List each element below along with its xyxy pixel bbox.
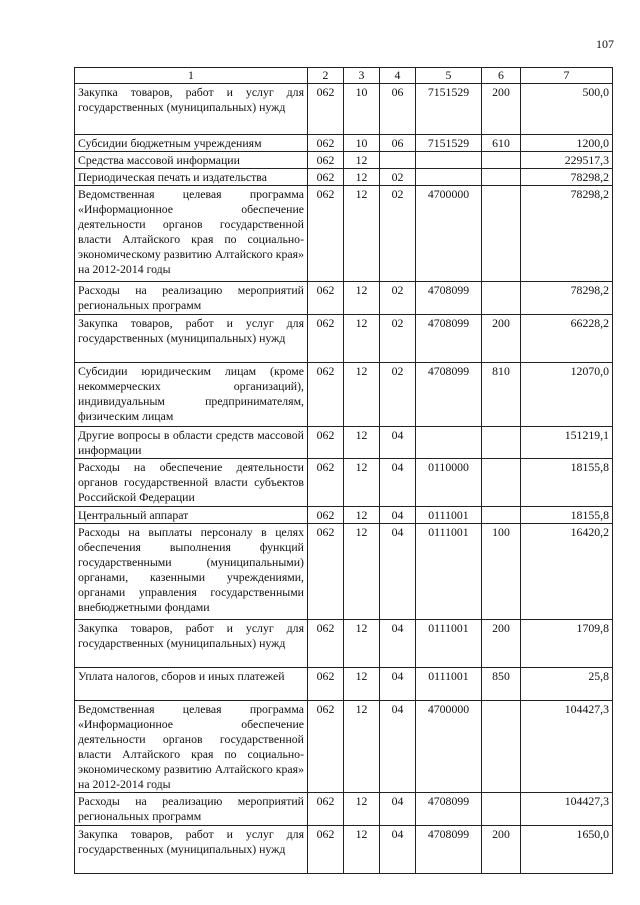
table-row xyxy=(75,84,613,135)
row-amount-cell: 104427,3 xyxy=(521,793,613,826)
row-subsection-cell: 06 xyxy=(380,135,416,152)
row-amount-cell: 78298,2 xyxy=(521,169,613,186)
row-subsection-cell: 04 xyxy=(380,701,416,793)
row-name-cell: Закупка товаров, работ и услуг для государственных (муниципальных) нужд xyxy=(75,620,308,668)
row-code-cell: 062 xyxy=(308,84,344,135)
row-name-cell: Ведомственная целевая программа «Информационное обеспечение деятельности органов государственной власти Алтайского края по социально-экономическому развитию Алтайского края» на 2012-2014 годы xyxy=(75,186,308,282)
page-number: 107 xyxy=(596,37,614,51)
row-name-cell: Закупка товаров, работ и услуг для государственных (муниципальных) нужд xyxy=(75,84,308,135)
row-subsection-cell xyxy=(380,152,416,169)
row-expense-type-cell xyxy=(482,186,521,282)
row-code-cell: 062 xyxy=(308,135,344,152)
row-name-cell: Центральный аппарат xyxy=(75,507,308,524)
row-amount-cell: 12070,0 xyxy=(521,363,613,427)
row-expense-type-cell: 610 xyxy=(482,135,521,152)
row-code-cell: 062 xyxy=(308,152,344,169)
row-expense-type-cell: 200 xyxy=(482,620,521,668)
row-target-article-cell: 7151529 xyxy=(416,135,482,152)
row-section-cell: 12 xyxy=(344,152,380,169)
row-subsection-cell: 04 xyxy=(380,427,416,459)
row-subsection-cell: 02 xyxy=(380,315,416,363)
row-code-cell: 062 xyxy=(308,169,344,186)
row-name-cell: Расходы на реализацию мероприятий региональных программ xyxy=(75,282,308,315)
table-row xyxy=(75,282,613,315)
row-section-cell: 12 xyxy=(344,701,380,793)
row-section-cell: 10 xyxy=(344,135,380,152)
row-subsection-cell: 04 xyxy=(380,620,416,668)
row-target-article-cell: 7151529 xyxy=(416,84,482,135)
row-name-cell: Субсидии юридическим лицам (кроме некоммерческих организаций), индивидуальным предпринимателям, физическим лицам xyxy=(75,363,308,427)
table-header-row xyxy=(75,68,613,84)
row-name-cell: Субсидии бюджетным учреждениям xyxy=(75,135,308,152)
column-header: 7 xyxy=(521,68,613,84)
row-subsection-cell: 04 xyxy=(380,524,416,620)
row-amount-cell: 229517,3 xyxy=(521,152,613,169)
row-target-article-cell: 4708099 xyxy=(416,363,482,427)
column-header: 6 xyxy=(482,68,521,84)
row-expense-type-cell xyxy=(482,427,521,459)
row-code-cell: 062 xyxy=(308,524,344,620)
row-section-cell: 12 xyxy=(344,169,380,186)
row-expense-type-cell: 850 xyxy=(482,668,521,701)
row-code-cell: 062 xyxy=(308,507,344,524)
row-amount-cell: 78298,2 xyxy=(521,282,613,315)
row-section-cell: 12 xyxy=(344,315,380,363)
table-row xyxy=(75,620,613,668)
row-name-cell: Расходы на обеспечение деятельности органов государственной власти субъектов Российской Федерации xyxy=(75,459,308,507)
column-header: 4 xyxy=(380,68,416,84)
row-subsection-cell: 04 xyxy=(380,826,416,874)
row-code-cell: 062 xyxy=(308,427,344,459)
row-expense-type-cell: 200 xyxy=(482,315,521,363)
row-code-cell: 062 xyxy=(308,282,344,315)
row-code-cell: 062 xyxy=(308,315,344,363)
row-section-cell: 12 xyxy=(344,282,380,315)
row-expense-type-cell: 810 xyxy=(482,363,521,427)
row-code-cell: 062 xyxy=(308,793,344,826)
row-name-cell: Другие вопросы в области средств массовой информации xyxy=(75,427,308,459)
row-expense-type-cell xyxy=(482,169,521,186)
table-row xyxy=(75,459,613,507)
row-subsection-cell: 04 xyxy=(380,793,416,826)
table-row xyxy=(75,826,613,874)
row-amount-cell: 1200,0 xyxy=(521,135,613,152)
row-name-cell: Закупка товаров, работ и услуг для государственных (муниципальных) нужд xyxy=(75,315,308,363)
row-section-cell: 12 xyxy=(344,793,380,826)
row-subsection-cell: 04 xyxy=(380,668,416,701)
table-row xyxy=(75,315,613,363)
row-code-cell: 062 xyxy=(308,826,344,874)
row-section-cell: 12 xyxy=(344,507,380,524)
row-target-article-cell: 4708099 xyxy=(416,282,482,315)
row-amount-cell: 78298,2 xyxy=(521,186,613,282)
row-target-article-cell: 4708099 xyxy=(416,826,482,874)
row-section-cell: 12 xyxy=(344,620,380,668)
table-row xyxy=(75,363,613,427)
table-row xyxy=(75,152,613,169)
row-name-cell: Средства массовой информации xyxy=(75,152,308,169)
column-header: 2 xyxy=(308,68,344,84)
row-amount-cell: 18155,8 xyxy=(521,507,613,524)
row-subsection-cell: 02 xyxy=(380,363,416,427)
row-expense-type-cell: 200 xyxy=(482,84,521,135)
table-row xyxy=(75,668,613,701)
row-target-article-cell: 4708099 xyxy=(416,793,482,826)
table-row xyxy=(75,135,613,152)
table-row xyxy=(75,524,613,620)
row-target-article-cell: 4700000 xyxy=(416,186,482,282)
row-amount-cell: 16420,2 xyxy=(521,524,613,620)
row-name-cell: Периодическая печать и издательства xyxy=(75,169,308,186)
row-subsection-cell: 02 xyxy=(380,186,416,282)
row-expense-type-cell xyxy=(482,701,521,793)
budget-table xyxy=(74,67,613,874)
row-section-cell: 12 xyxy=(344,459,380,507)
row-expense-type-cell xyxy=(482,152,521,169)
row-expense-type-cell xyxy=(482,282,521,315)
row-name-cell: Расходы на выплаты персоналу в целях обеспечения выполнения функций государственными (муниципальными) органами, казенными учреждениями, органами управления государственными внебюджетными фондами xyxy=(75,524,308,620)
table-row xyxy=(75,186,613,282)
row-code-cell: 062 xyxy=(308,459,344,507)
row-target-article-cell: 0111001 xyxy=(416,507,482,524)
row-code-cell: 062 xyxy=(308,668,344,701)
table-row xyxy=(75,169,613,186)
row-code-cell: 062 xyxy=(308,363,344,427)
row-amount-cell: 500,0 xyxy=(521,84,613,135)
column-header: 3 xyxy=(344,68,380,84)
table-row xyxy=(75,507,613,524)
row-amount-cell: 18155,8 xyxy=(521,459,613,507)
row-subsection-cell: 04 xyxy=(380,507,416,524)
row-section-cell: 10 xyxy=(344,84,380,135)
row-expense-type-cell: 100 xyxy=(482,524,521,620)
row-expense-type-cell: 200 xyxy=(482,826,521,874)
row-code-cell: 062 xyxy=(308,620,344,668)
row-code-cell: 062 xyxy=(308,701,344,793)
row-section-cell: 12 xyxy=(344,826,380,874)
row-amount-cell: 1650,0 xyxy=(521,826,613,874)
row-amount-cell: 66228,2 xyxy=(521,315,613,363)
row-section-cell: 12 xyxy=(344,668,380,701)
row-target-article-cell: 0111001 xyxy=(416,620,482,668)
row-section-cell: 12 xyxy=(344,186,380,282)
row-expense-type-cell xyxy=(482,793,521,826)
row-name-cell: Уплата налогов, сборов и иных платежей xyxy=(75,668,308,701)
row-subsection-cell: 02 xyxy=(380,169,416,186)
row-amount-cell: 25,8 xyxy=(521,668,613,701)
table-row xyxy=(75,793,613,826)
row-expense-type-cell xyxy=(482,507,521,524)
row-subsection-cell: 06 xyxy=(380,84,416,135)
row-target-article-cell: 0111001 xyxy=(416,668,482,701)
row-target-article-cell: 4700000 xyxy=(416,701,482,793)
table-row xyxy=(75,701,613,793)
row-amount-cell: 1709,8 xyxy=(521,620,613,668)
row-name-cell: Ведомственная целевая программа «Информационное обеспечение деятельности органов государственной власти Алтайского края по социально-экономическому развитию Алтайского края» на 2012-2014 годы xyxy=(75,701,308,793)
row-section-cell: 12 xyxy=(344,363,380,427)
row-target-article-cell: 4708099 xyxy=(416,315,482,363)
column-header: 1 xyxy=(75,68,308,84)
row-target-article-cell: 0111001 xyxy=(416,524,482,620)
row-name-cell: Закупка товаров, работ и услуг для государственных (муниципальных) нужд xyxy=(75,826,308,874)
column-header: 5 xyxy=(416,68,482,84)
row-subsection-cell: 02 xyxy=(380,282,416,315)
row-amount-cell: 104427,3 xyxy=(521,701,613,793)
row-code-cell: 062 xyxy=(308,186,344,282)
row-subsection-cell: 04 xyxy=(380,459,416,507)
row-name-cell: Расходы на реализацию мероприятий региональных программ xyxy=(75,793,308,826)
row-expense-type-cell xyxy=(482,459,521,507)
row-section-cell: 12 xyxy=(344,524,380,620)
row-amount-cell: 151219,1 xyxy=(521,427,613,459)
row-section-cell: 12 xyxy=(344,427,380,459)
row-target-article-cell xyxy=(416,427,482,459)
row-target-article-cell xyxy=(416,152,482,169)
table-row xyxy=(75,427,613,459)
row-target-article-cell: 0110000 xyxy=(416,459,482,507)
row-target-article-cell xyxy=(416,169,482,186)
